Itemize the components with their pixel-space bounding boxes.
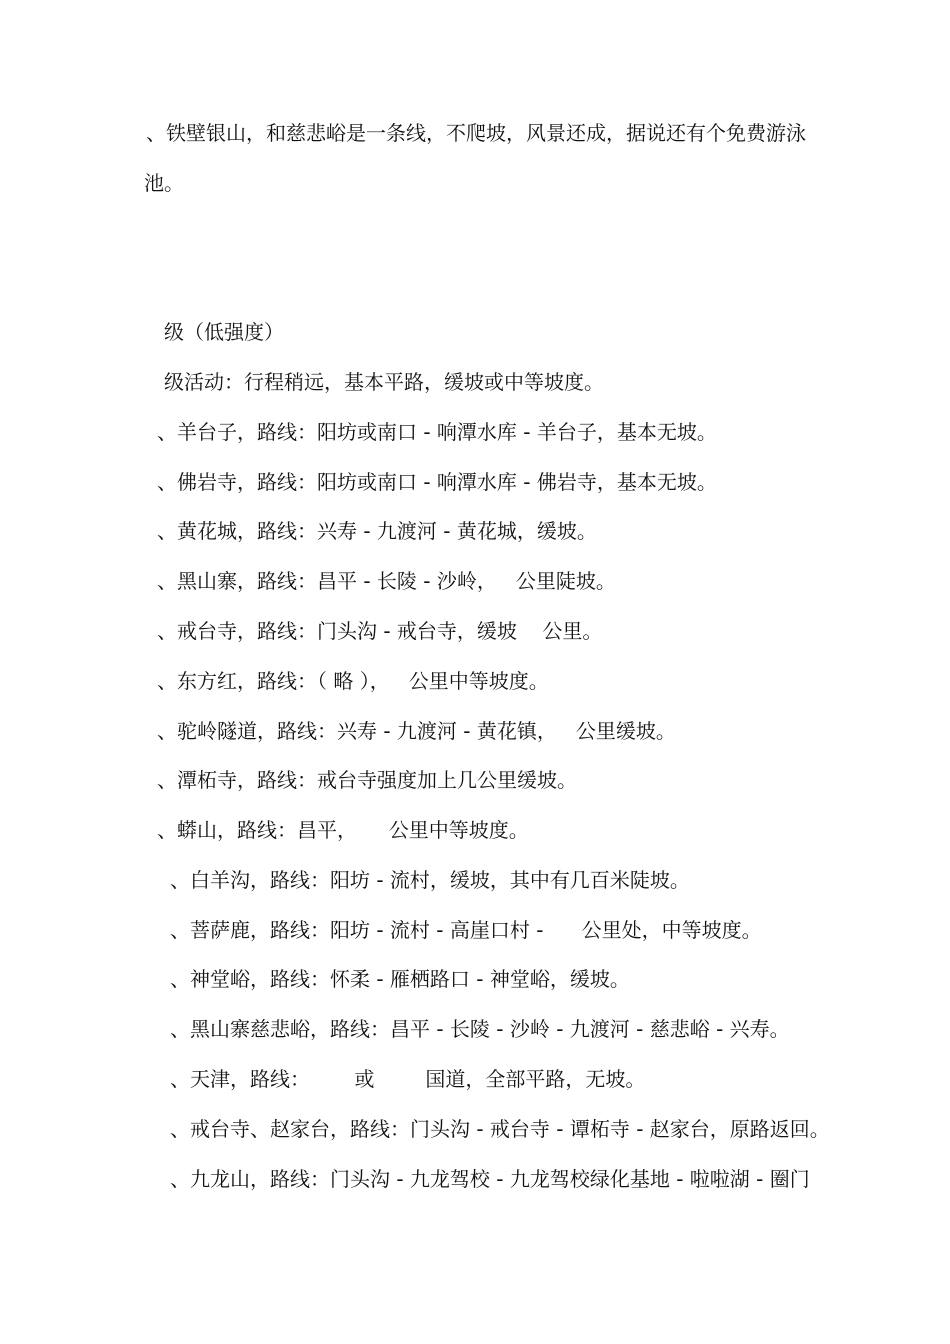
intro-line-1: 、铁壁银山，和慈悲峪是一条线，不爬坡，风景还成，据说还有个免费游泳 [146,121,806,145]
route-item: 、佛岩寺，路线：阳坊或南口 - 响潭水库 - 佛岩寺，基本无坡。 [157,470,717,494]
section-heading: 级（低强度） [164,320,284,344]
route-item: 、天津，路线： 或 国道，全部平路，无坡。 [170,1067,646,1091]
route-item: 、白羊沟，路线：阳坊 - 流村，缓坡，其中有几百米陡坡。 [170,868,690,892]
section-description: 级活动：行程稍远，基本平路，缓坡或中等坡度。 [164,370,604,394]
route-item: 、羊台子，路线：阳坊或南口 - 响潭水库 - 羊台子，基本无坡。 [157,420,717,444]
route-item: 、潭柘寺，路线：戒台寺强度加上几公里缓坡。 [157,768,577,792]
intro-line-2: 池。 [144,171,184,195]
route-item: 、神堂峪，路线：怀柔 - 雁栖路口 - 神堂峪，缓坡。 [170,967,630,991]
route-item: 、菩萨鹿，路线：阳坊 - 流村 - 高崖口村 - 公里处，中等坡度。 [170,918,762,942]
route-item: 、黑山寨慈悲峪，路线：昌平 - 长陵 - 沙岭 - 九渡河 - 慈悲峪 - 兴寿。 [170,1017,790,1041]
route-item: 、东方红，路线：（ 略 ）， 公里中等坡度。 [157,669,549,693]
route-item: 、黄花城，路线：兴寿 - 九渡河 - 黄花城，缓坡。 [157,519,597,543]
route-item: 、黑山寨，路线：昌平 - 长陵 - 沙岭， 公里陡坡。 [157,569,616,593]
route-item: 、戒台寺、赵家台，路线：门头沟 - 戒台寺 - 谭柘寺 - 赵家台，原路返回。 [170,1117,830,1141]
route-item: 、九龙山，路线：门头沟 - 九龙驾校 - 九龙驾校绿化基地 - 啦啦湖 - 圈门 [170,1167,810,1191]
route-item: 、驼岭隧道，路线：兴寿 - 九渡河 - 黄花镇， 公里缓坡。 [157,719,676,743]
route-item: 、戒台寺，路线：门头沟 - 戒台寺，缓坡 公里。 [157,619,603,643]
route-item: 、蟒山，路线：昌平， 公里中等坡度。 [157,818,529,842]
